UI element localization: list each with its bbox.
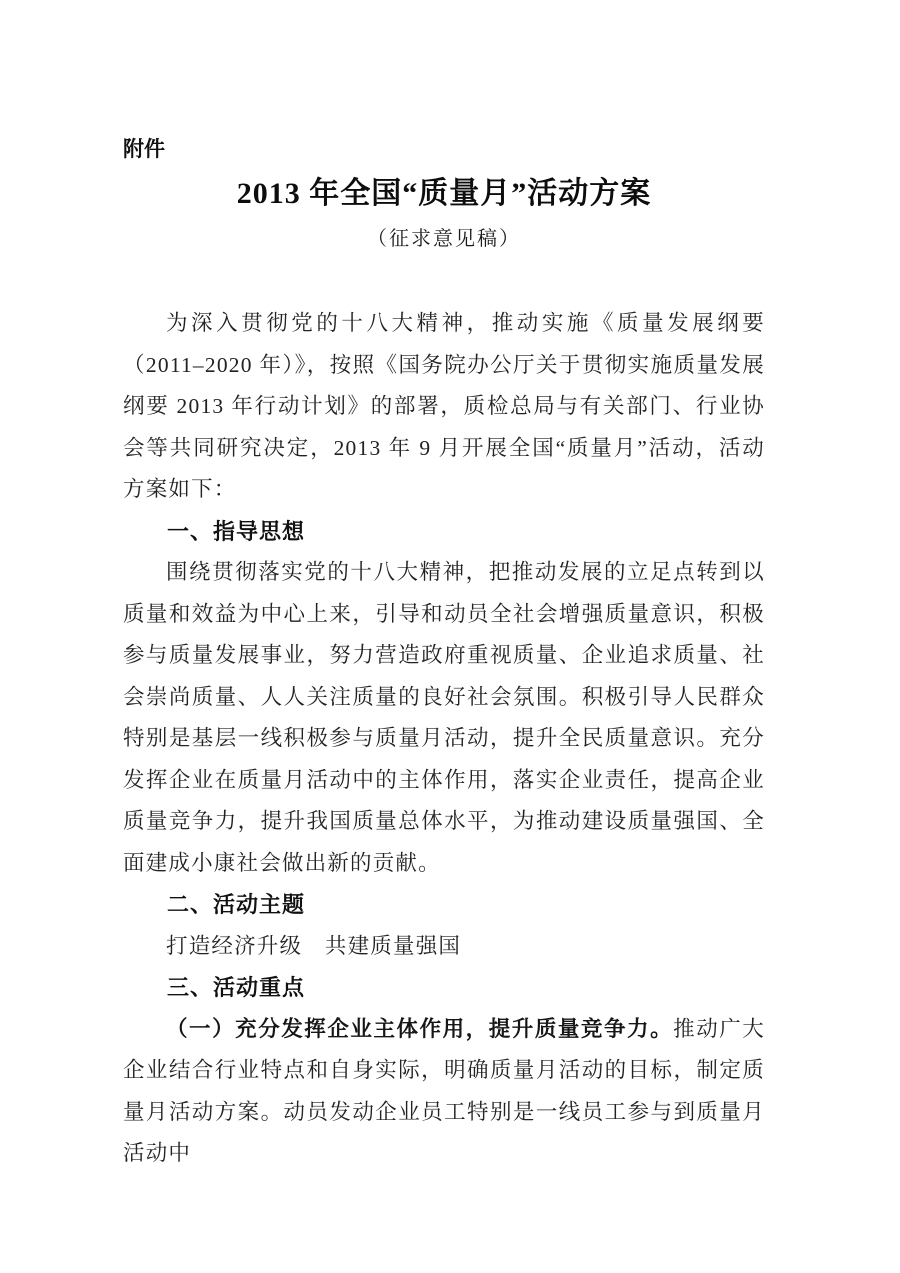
- activity-theme-text: 打造经济升级 共建质量强国: [166, 933, 462, 958]
- document-title: 2013 年全国“质量月”活动方案: [236, 177, 652, 210]
- section-guiding-ideology-paragraph: 围绕贯彻落实党的十八大精神，把推动发展的立足点转到以质量和效益为中心上来，引导和动员全社会增强质量意识，积极参与质量发展事业，努力营造政府重视质量、企业追求质量、社会崇尚质量、人人关注质量的良好社会氛围。积极引导人民群众特别是基层一线积极参与质量月活动，提升全民质量意识。充分发挥企业在质量月活动中的主体作用，落实企业责任，提高企业质量竞争力，提升我国质量总体水平，为推动建设质量强国、全面建成小康社会做出新的贡献。: [123, 560, 765, 875]
- intro-paragraph: 为深入贯彻党的十八大精神，推动实施《质量发展纲要（2011–2020 年）》，按照《国务院办公厅关于贯彻实施质量发展纲要 2013 年行动计划》的部署，质检总局与有关部门、行业协会等共同研究决定，2013 年 9 月开展全国“质量月”活动，活动方案如下：: [123, 311, 765, 501]
- attachment-label: 附件: [123, 138, 165, 161]
- activity-focus-item-1-text: 推动广大企业结合行业特点和自身实际，明确质量月活动的目标，制定质量月活动方案。动员发动企业员工特别是一线员工参与到质量月活动中: [123, 1016, 765, 1165]
- activity-focus-item-1-lead: （一）充分发挥企业主体作用，提升质量竞争力。: [166, 1016, 674, 1041]
- section-heading-activity-theme: 二、活动主题: [167, 892, 306, 917]
- section-heading-activity-focus: 三、活动重点: [167, 975, 306, 1000]
- section-heading-guiding-ideology: 一、指导思想: [167, 518, 306, 544]
- activity-focus-item-1: [123, 1009, 765, 1175]
- document-subtitle: （征求意见稿）: [367, 228, 521, 250]
